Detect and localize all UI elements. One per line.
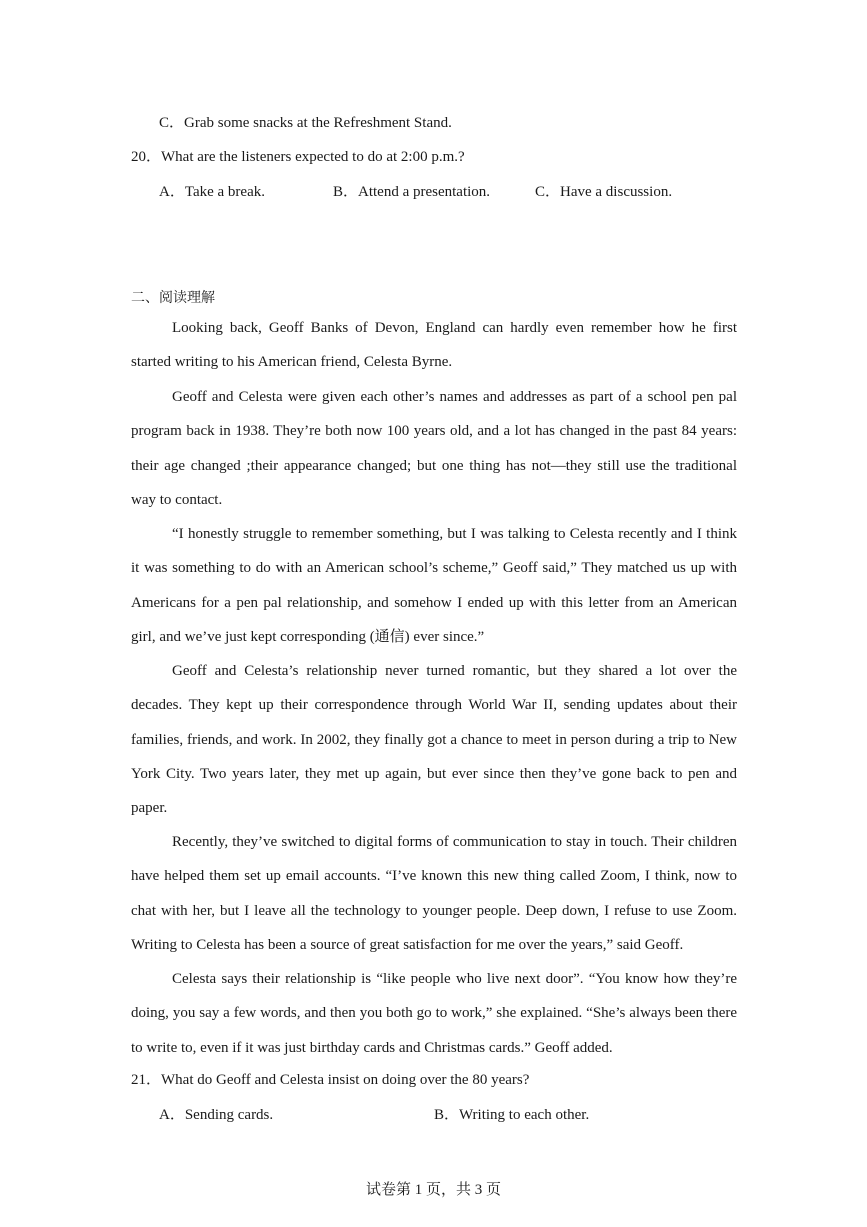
passage-paragraph-3-text: “I honestly struggle to remember something, but I was talking to Celesta recently and I think it was something to do with an American school’s scheme,” Geoff said,” They matched us up with Americans for a pen pal relationship, and somehow I ended up with this letter from an American girl, and we’ve just kept corresponding (通信) ever since.” bbox=[131, 526, 737, 645]
passage-paragraph-2 bbox=[131, 380, 737, 517]
q20-option-b: B．Attend a presentation. bbox=[333, 184, 491, 200]
q21-option-b: B．Writing to each other. bbox=[434, 1107, 590, 1123]
passage-paragraph-6-text: Celesta says their relationship is “like people who live next door”. “You know how they’re doing, you say a few words, and then you both go to work,” she explained. “She’s always been there to write to, even if it was just birthday cards and Christmas cards.” Geoff added. bbox=[131, 971, 737, 1056]
q20-stem: 20．What are the listeners expected to do at 2:00 p.m.? bbox=[131, 149, 465, 165]
q21-stem: 21．What do Geoff and Celesta insist on doing over the 80 years? bbox=[131, 1072, 530, 1088]
passage-paragraph-5-text: Recently, they’ve switched to digital forms of communication to stay in touch. Their children have helped them set up email accounts. “I’ve known this new thing called Zoom, I think, now to chat with her, but I leave all the technology to younger people. Deep down, I refuse to use Zoom. Writing to Celesta has been a source of great satisfaction for me over the years,” said Geoff. bbox=[131, 834, 737, 953]
q20-option-a: A．Take a break. bbox=[159, 184, 265, 200]
passage-paragraph-1-text: Looking back, Geoff Banks of Devon, England can hardly even remember how he first started writing to his American friend, Celesta Byrne. bbox=[131, 320, 737, 371]
passage-paragraph-4-text: Geoff and Celesta’s relationship never turned romantic, but they shared a lot over the decades. They kept up their correspondence through World War II, sending updates about their families, friends, and work. In 2002, they finally got a chance to meet in person during a trip to New York City. Two years later, they met up again, but ever since then they’ve gone back to pen and paper. bbox=[131, 663, 737, 817]
passage-paragraph-6 bbox=[131, 962, 737, 1065]
passage-paragraph-1 bbox=[131, 311, 737, 380]
passage-paragraph-2-text: Geoff and Celesta were given each other’s names and addresses as part of a school pen pal program back in 1938. They’re both now 100 years old, and a lot has changed in the past 84 years: their age changed ;their appearance changed; but one thing has not—they still use the traditional way to contact. bbox=[131, 389, 737, 508]
passage-paragraph-3 bbox=[131, 517, 737, 654]
passage-paragraph-4 bbox=[131, 654, 737, 825]
q21-option-a: A．Sending cards. bbox=[159, 1107, 274, 1123]
passage-paragraph-5 bbox=[131, 825, 737, 962]
section-heading: 二、阅读理解 bbox=[131, 290, 215, 306]
q19-option-c: C．Grab some snacks at the Refreshment Stand. bbox=[159, 115, 452, 131]
page-footer: 试卷第 1 页，共 3 页 bbox=[365, 1182, 501, 1198]
q20-option-c: C．Have a discussion. bbox=[535, 184, 673, 200]
